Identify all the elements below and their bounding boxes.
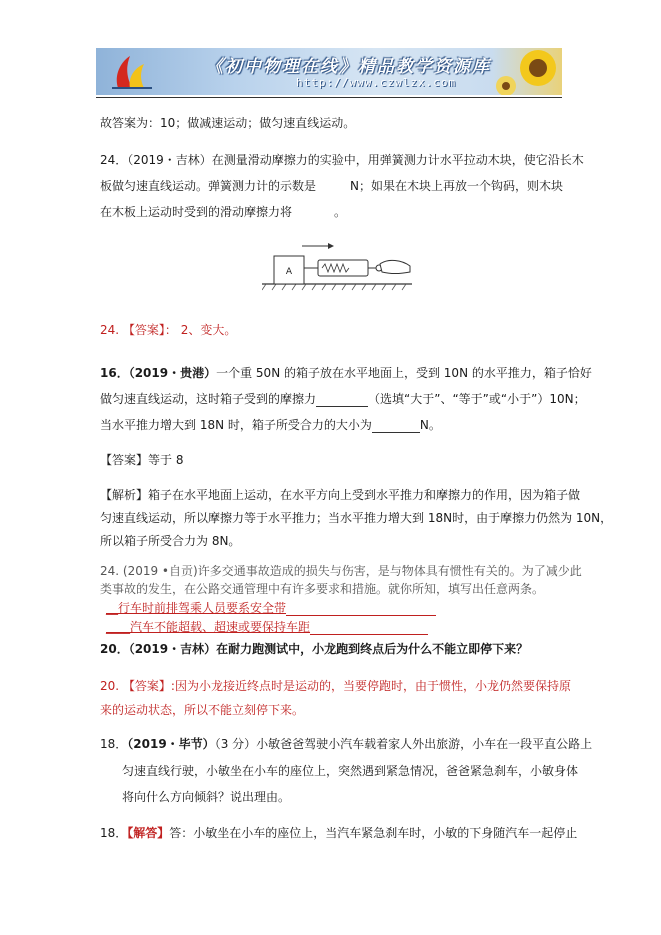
question-18-line-3: 将向什么方向倾斜？说出理由。 — [122, 790, 291, 804]
question-24-line-2: 板做匀速直线运动。弹簧测力计的示数是 N；如果在木块上再放一个钩码，则木块 — [100, 179, 563, 193]
question-18-line-2: 匀速直线行驶，小敏坐在小车的座位上，突然遇到紧急情况，爸爸紧急刹车，小敏身体 — [122, 764, 579, 778]
header-banner — [96, 48, 562, 95]
answer-24-zigong-1: __行车时前排驾乘人员要系安全带 — [106, 599, 436, 616]
question-24-line-3: 在木板上运动时受到的滑动摩擦力将 。 — [100, 205, 347, 219]
block-label: A — [285, 267, 293, 277]
header-url: http://www.czwlzx.com — [296, 76, 457, 89]
header-title: 《初中物理在线》精品教学资源库 — [206, 57, 491, 77]
question-16-line-1: 16．（2019・贵港）一个重 50N 的箱子放在水平地面上，受到 10N 的水平推力，箱子恰好 — [100, 366, 592, 380]
logo-icon — [110, 54, 154, 90]
analysis-16-line-1: 【解析】箱子在水平地面上运动，在水平方向上受到水平推力和摩擦力的作用，因为箱子做 — [100, 488, 581, 502]
answer-18: 18．【解答】答：小敏坐在小车的座位上，当汽车紧急刹车时，小敏的下身随汽车一起停止 — [100, 826, 578, 840]
question-24-line-1: 24．（2019・吉林）在测量滑动摩擦力的实验中，用弹簧测力计水平拉动木块，使它沿长木 — [100, 153, 584, 167]
question-24-zigong-line-1: 24. (2019 •自贡)许多交通事故造成的损失与伤害，是与物体具有惯性有关的。为了减少此 — [100, 564, 582, 578]
spring-scale-figure — [262, 240, 412, 292]
header-rule — [96, 97, 562, 98]
analysis-16-line-3: 所以箱子所受合力为 8N。 — [100, 534, 241, 548]
question-24-zigong-line-2: 类事故的发生，在公路交通管理中有许多要求和措施。就你所知，填写出任意两条。 — [100, 582, 545, 596]
answer-24: 24. 【答案】： 2、变大。 — [100, 323, 237, 337]
answer-24-zigong-2: ____汽车不能超载、超速或要保持车距 — [106, 618, 428, 635]
analysis-16-line-2: 匀速直线运动，所以摩擦力等于水平推力；当水平推力增大到 18N时，由于摩擦力仍然为 10N， — [100, 511, 613, 525]
question-20: 20．（2019・吉林）在耐力跑测试中，小龙跑到终点后为什么不能立即停下来？ — [100, 642, 529, 656]
sunflower-icon — [492, 48, 562, 95]
answer-16: 【答案】等于 8 — [100, 453, 184, 467]
answer-20-line-1: 20. 【答案】:因为小龙接近终点时是运动的，当要停跑时，由于惯性，小龙仍然要保持原 — [100, 679, 571, 693]
question-18-line-1: 18．（2019・毕节）（3 分）小敏爸爸驾驶小汽车载着家人外出旅游，小车在一段平直公路上 — [100, 737, 593, 751]
answer-20-line-2: 来的运动状态，所以不能立刻停下来。 — [100, 703, 305, 717]
question-16-line-2: 做匀速直线运动，这时箱子受到的摩擦力 （选填“大于”、“等于”或“小于”）10N； — [100, 392, 586, 406]
question-16-line-3: 当水平推力增大到 18N 时，箱子所受合力的大小为 N。 — [100, 418, 441, 432]
answer-line-prev: 故答案为：10；做减速运动；做匀速直线运动。 — [100, 116, 356, 130]
